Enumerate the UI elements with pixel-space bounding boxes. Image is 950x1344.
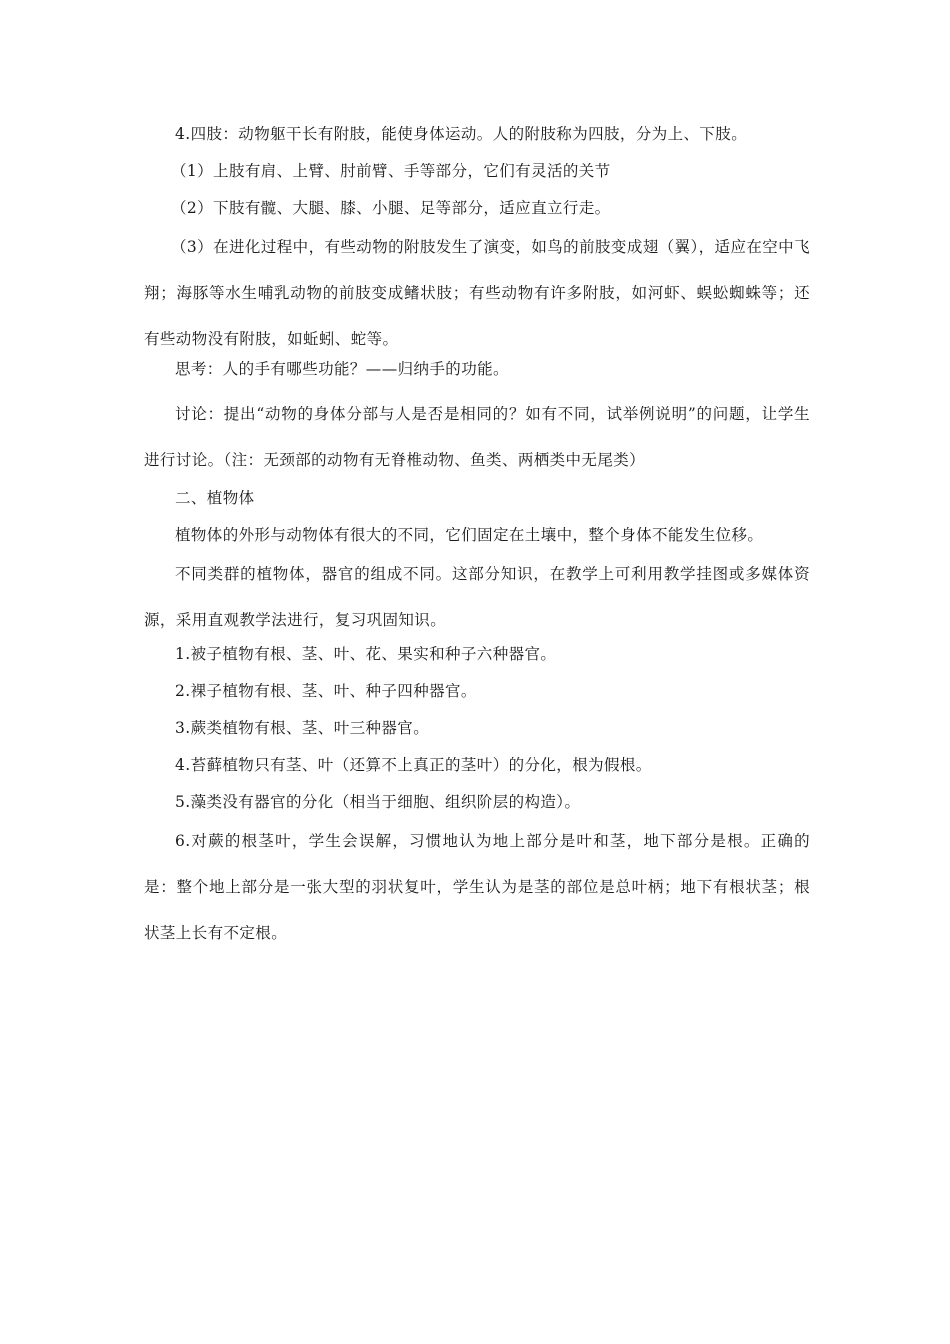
paragraph-plant-form: 植物体的外形与动物体有很大的不同，它们固定在土壤中，整个身体不能发生位移。 — [175, 526, 764, 544]
list-item-moss: 4.苔藓植物只有茎、叶（还算不上真正的茎叶）的分化，根为假根。 — [175, 756, 652, 774]
list-item-algae: 5.藻类没有器官的分化（相当于细胞、组织阶层的构造）。 — [175, 793, 581, 811]
list-item-fern: 3.蕨类植物有根、茎、叶三种器官。 — [175, 719, 430, 737]
paragraph-evolution: （3）在进化过程中，有些动物的附肢发生了演变，如鸟的前肢变成翅（翼），适应在空中飞翔；海豚等水生哺乳动物的前肢变成鳍状肢；有些动物有许多附肢，如河虾、蜈蚣蜘蛛等；还有些动物没有附肢，如蚯蚓、蛇等。 — [144, 238, 810, 348]
paragraph-upper-limb: （1）上肢有肩、上臂、肘前臂、手等部分，它们有灵活的关节 — [171, 162, 611, 180]
list-item-angiosperm: 1.被子植物有根、茎、叶、花、果实和种子六种器官。 — [175, 645, 557, 663]
paragraph-lower-limb: （2）下肢有髋、大腿、膝、小腿、足等部分，适应直立行走。 — [171, 199, 611, 217]
paragraph-discussion: 讨论：提出“动物的身体分部与人是否是相同的？如有不同，试举例说明”的问题，让学生进行讨论。（注：无颈部的动物有无脊椎动物、鱼类、两栖类中无尾类） — [144, 405, 810, 469]
document-body — [144, 121, 810, 956]
paragraph-fern-misconception: 6.对蕨的根茎叶，学生会误解，习惯地认为地上部分是叶和茎，地下部分是根。正确的是：整个地上部分是一张大型的羽状复叶，学生认为是茎的部位是总叶柄；地下有根状茎；根状茎上长有不定根。 — [144, 832, 810, 942]
paragraph-plant-groups: 不同类群的植物体，器官的组成不同。这部分知识，在教学上可利用教学挂图或多媒体资源，采用直观教学法进行，复习巩固知识。 — [144, 565, 810, 629]
paragraph-think: 思考：人的手有哪些功能？——归纳手的功能。 — [175, 360, 509, 378]
list-item-gymnosperm: 2.裸子植物有根、茎、叶、种子四种器官。 — [175, 682, 477, 700]
paragraph-limbs: 4.四肢：动物躯干长有附肢，能使身体运动。人的附肢称为四肢，分为上、下肢。 — [175, 125, 748, 143]
section-heading-plant: 二、植物体 — [175, 489, 255, 507]
